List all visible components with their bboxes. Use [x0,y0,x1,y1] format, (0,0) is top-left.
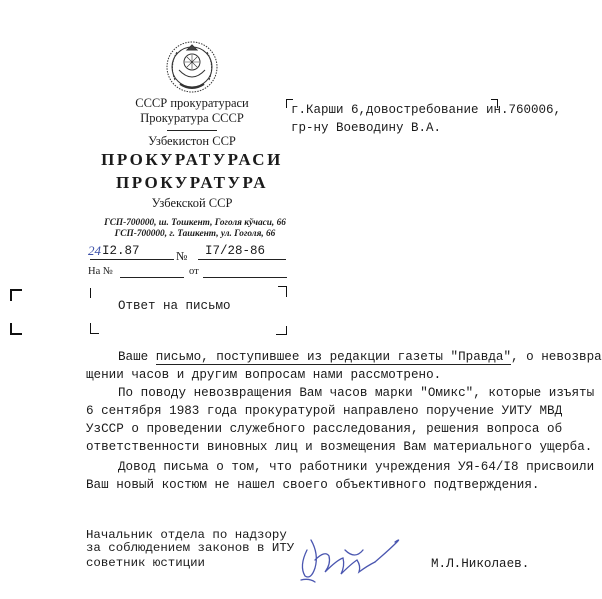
letterhead-line: Узбекской ССР [151,196,233,210]
letterhead-address: ГСП-700000, г. Ташкент, ул. Гоголя, 66 [114,229,276,239]
recipient-name: гр-ну Воеводину В.А. [291,121,442,135]
body-line: УзССР о проведении служебного расследования, решения вопроса об [86,422,563,436]
body-line: Ваш новый костюм не нашел своего объективного подтверждения. [86,478,540,492]
signatory-title: Начальник отдела по надзору [86,528,287,542]
handwritten-date-day: 24 [88,243,101,258]
letterhead-line: СССР прокуратураси [135,96,249,110]
letterhead-title: ПРОКУРАТУРА [116,173,268,192]
reference-number-label: На № [88,266,113,277]
body-line: По поводу невозвращения Вам часов марки "Омикс", которые изъяты [118,386,595,400]
letterhead-line: Прокуратура СССР [140,111,244,125]
number-label: № [176,249,188,263]
divider [167,130,217,131]
body-line: щении часов и другим вопросам нами рассмотрено. [86,368,442,382]
handwritten-signature [285,520,415,586]
number-underline [198,259,286,260]
underlined-phrase: письмо, поступившее из редакции газеты "Правда" [155,350,511,364]
recipient-address: г.Карши 6,довостребование ин.760006, [291,103,562,117]
letter-subject: Ответ на письмо [118,299,231,313]
letterhead-title: ПРОКУРАТУРАСИ [101,150,283,169]
subject-corner-mark [90,323,99,334]
reference-date-line [203,277,287,278]
margin-mark [10,289,22,301]
signatory-rank: советник юстиции [86,556,205,570]
signatory-title: за соблюдением законов в ИТУ [86,541,295,555]
reference-date-label: от [189,266,199,277]
letterhead-address: ГСП-700000, ш. Тошкент, Гоголя кўчаси, 66 [104,218,286,228]
subject-corner-mark [90,288,95,298]
letterhead-line: Узбекистон ССР [148,134,236,148]
subject-corner-mark [276,326,287,335]
reference-number-line [120,277,184,278]
body-line: Довод письма о том, что работники учреждения УЯ-64/I8 присвоили [118,460,595,474]
letter-date: I2.87 [102,244,140,258]
margin-mark [10,323,22,335]
signatory-name: М.Л.Николаев. [431,557,530,571]
subject-corner-mark [278,286,287,297]
date-underline [90,259,174,260]
coat-of-arms-emblem [165,40,219,94]
body-line: Ваше письмо, поступившее из редакции газеты "Правда", о невозвра [118,350,602,364]
body-line: 6 сентября 1983 года прокуратурой направлено поручение УИТУ МВД [86,404,563,418]
body-line: ответственности виновных лиц и возмещения Вам материального ущерба. [86,440,593,454]
letter-number: I7/28-86 [205,244,266,258]
